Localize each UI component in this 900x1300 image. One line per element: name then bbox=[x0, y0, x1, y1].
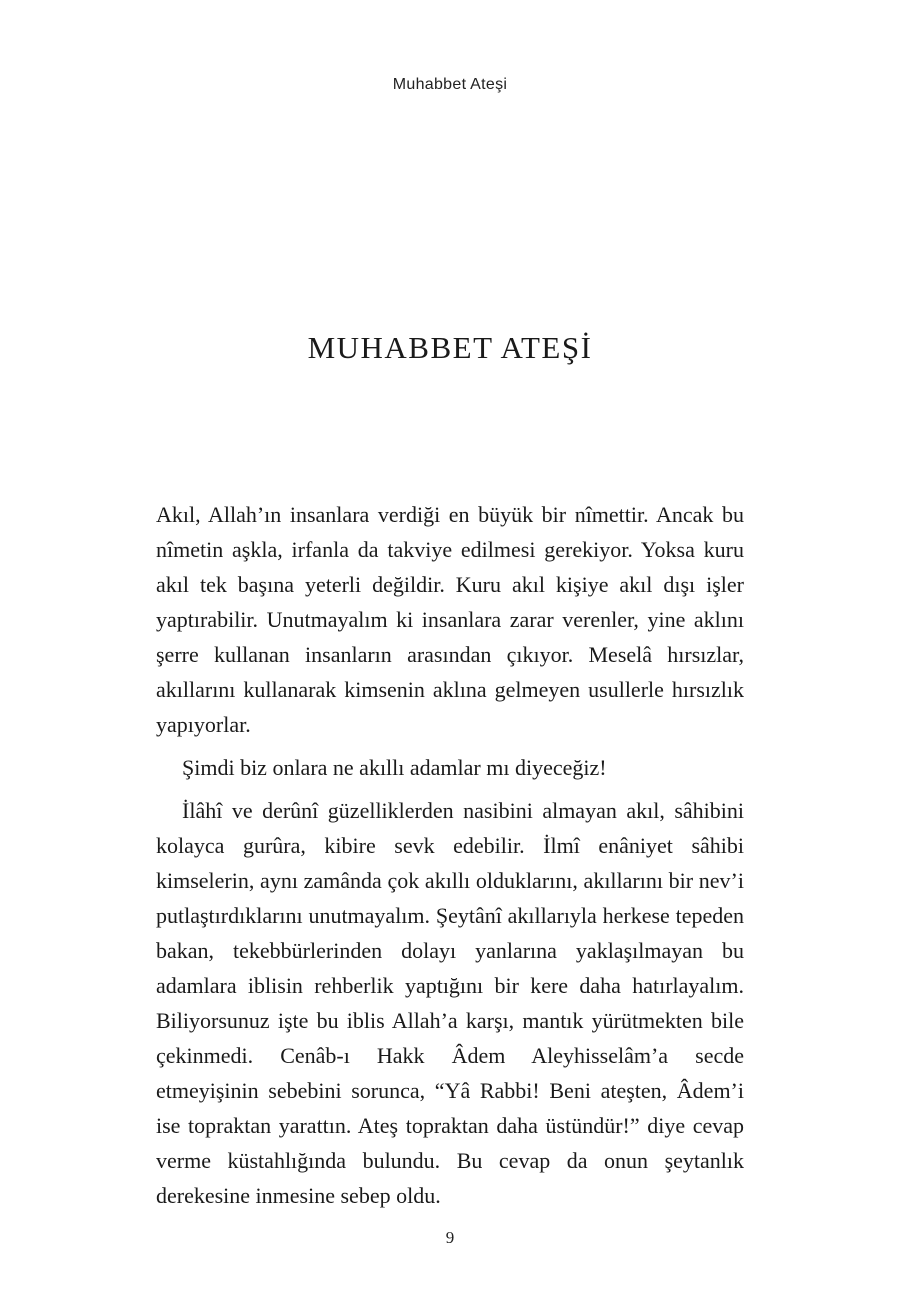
paragraph-1: Akıl, Allah’ın insanlara verdiği en büyük bir nîmettir. Ancak bu nîmetin aşkla, irfanla da takviye edilmesi gerekiyor. Yoksa kuru akıl tek başına yeterli değildir. Kuru akıl kişiye akıl dışı işler yaptırabilir. Unutmayalım ki insanlara zarar verenler, yine aklını şerre kullanan insanların arasından çıkıyor. Meselâ hırsızlar, akıllarını kullanarak kimsenin aklına gelmeyen usullerle hırsızlık yapıyorlar. bbox=[156, 502, 744, 737]
body-text bbox=[156, 497, 744, 1213]
paragraph-2: Şimdi biz onlara ne akıllı adamlar mı diyeceğiz! bbox=[182, 755, 607, 780]
chapter-title: MUHABBET ATEŞİ bbox=[307, 330, 593, 365]
paragraph-3: İlâhî ve derûnî güzelliklerden nasibini almayan akıl, sâhibini kolayca gurûra, kibire sevk edebilir. İlmî enâniyet sâhibi kimselerin, aynı zamânda çok akıllı olduklarını, akıllarını bir nev’i putlaştırdıklarını unutmayalım. Şeytânî akıllarıyla herkese tepeden bakan, tekebbürlerinden dolayı yanlarına yaklaşılmayan bu adamlara iblisin rehberlik yaptığını bir kere daha hatırlayalım. Biliyorsunuz işte bu iblis Allah’a karşı, mantık yürütmekten bile çekinmedi. Cenâb-ı Hakk Âdem Aleyhisselâm’a secde etmeyişinin sebebini sorunca, “Yâ Rabbi! Beni ateşten, Âdem’i ise topraktan yarattın. Ateş topraktan daha üstündür!” diye cevap verme küstahlığında bulundu. Bu cevap da onun şeytanlık derekesine inmesine sebep oldu. bbox=[156, 798, 744, 1208]
page-number: 9 bbox=[445, 1228, 455, 1247]
running-header: Muhabbet Ateşi bbox=[392, 76, 508, 93]
